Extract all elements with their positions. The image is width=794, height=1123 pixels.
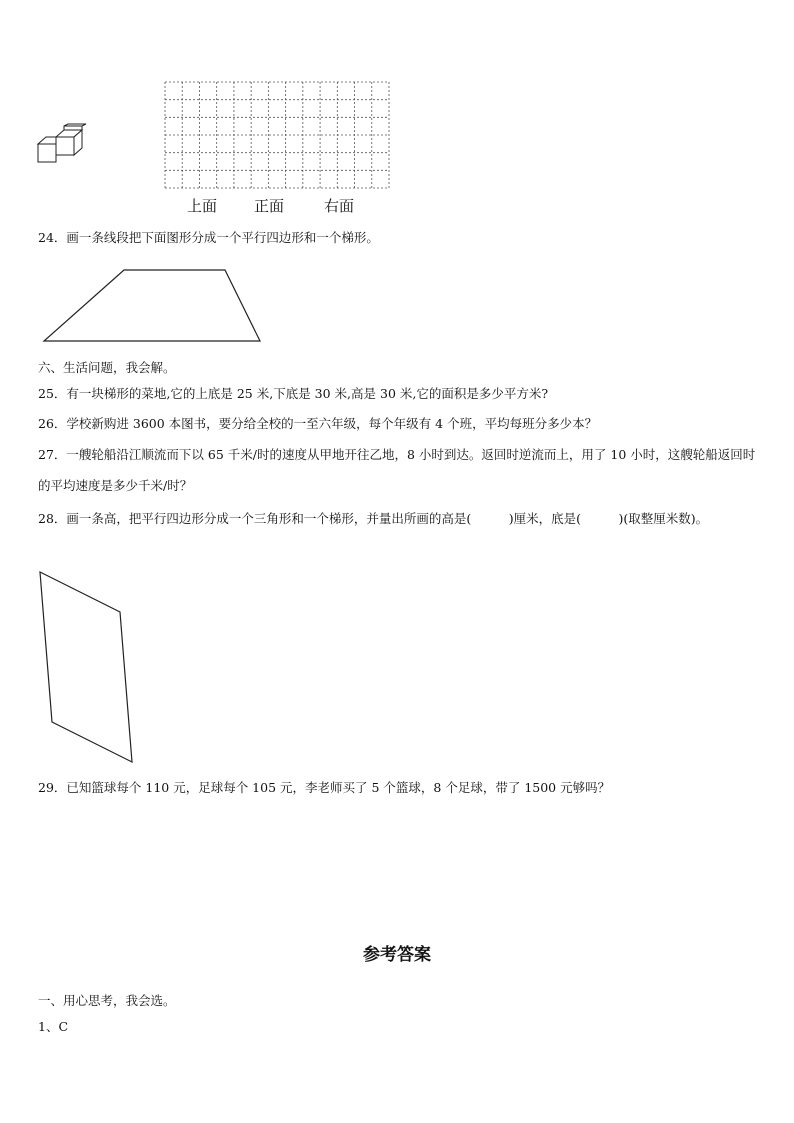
question-28: 28．画一条高，把平行四边形分成一个三角形和一个梯形，并量出所画的高是( )厘米，底是( )(取整厘米数)。 <box>38 511 709 526</box>
cube-figure <box>36 124 92 164</box>
answer-title: 参考答案 <box>363 945 431 965</box>
question-26: 26．学校新购进 3600 本图书，要分给全校的一至六年级，每个年级有 4 个班，平均每班分多少本？ <box>38 416 598 431</box>
parallelogram-figure <box>36 568 140 766</box>
view-label-front: 正面 <box>254 197 285 215</box>
question-27: 27．一艘轮船沿江顺流而下以 65 千米/时的速度从甲地开往乙地，8 小时到达。返回时逆流而上，用了 10 小时，这艘轮船返回时的平均速度是多少千米/时？ <box>38 447 756 493</box>
dashed-grid <box>165 82 389 188</box>
question-25: 25．有一块梯形的菜地,它的上底是 25 米,下底是 30 米,高是 30 米,它的面积是多少平方米? <box>38 386 549 401</box>
answer-1: 1、C <box>38 1019 69 1034</box>
question-24: 24．画一条线段把下面图形分成一个平行四边形和一个梯形。 <box>38 230 379 245</box>
view-label-top: 上面 <box>187 197 218 215</box>
answer-section-1: 一、用心思考，我会选。 <box>38 993 176 1008</box>
section-6-heading: 六、生活问题，我会解。 <box>38 360 176 375</box>
view-label-right: 右面 <box>324 197 355 215</box>
trapezoid-figure <box>40 268 264 344</box>
question-29: 29．已知篮球每个 110 元，足球每个 105 元，李老师买了 5 个篮球，8 个足球，带了 1500 元够吗？ <box>38 780 611 795</box>
